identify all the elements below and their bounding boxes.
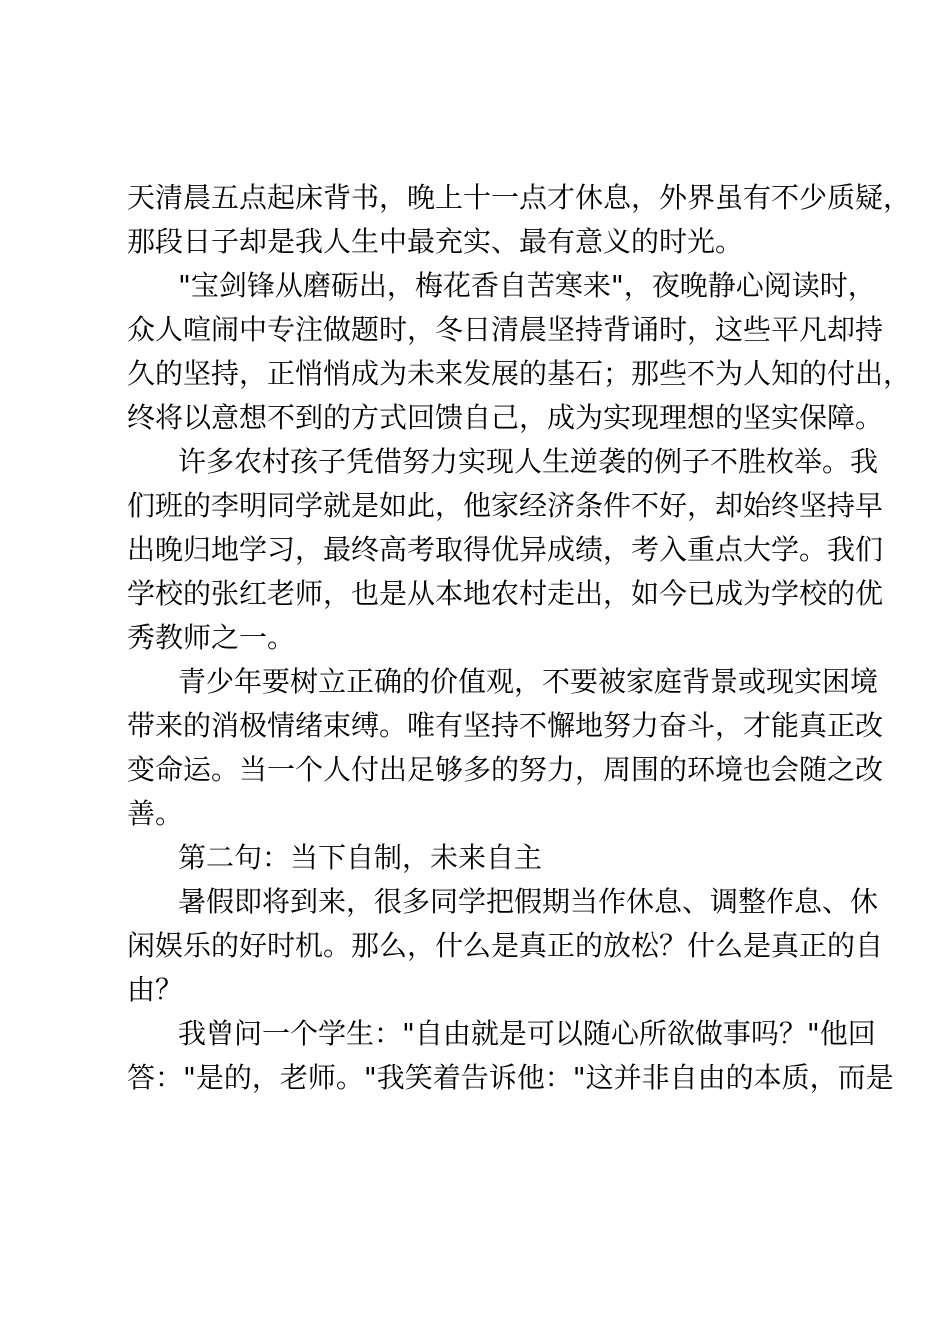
text-line: 学校的张红老师，也是从本地农村走出，如今已成为学校的优 xyxy=(127,577,884,610)
text-line: 天清晨五点起床背书，晚上十一点才休息，外界虽有不少质疑， xyxy=(127,181,912,214)
paragraph-first-line: 许多农村孩子凭借努力实现人生逆袭的例子不胜枚举。我 xyxy=(178,445,879,478)
paragraph-first-line: 暑假即将到来，很多同学把假期当作休息、调整作息、休 xyxy=(178,885,879,918)
paragraph-first-line: "宝剑锋从磨砺出，梅花香自苦寒来"，夜晚静心阅读时， xyxy=(178,269,876,302)
text-line: 闲娱乐的好时机。那么，什么是真正的放松？什么是真正的自 xyxy=(127,929,884,962)
text-line: 秀教师之一。 xyxy=(127,621,296,654)
text-line: 们班的李明同学就是如此，他家经济条件不好，却始终坚持早 xyxy=(127,489,884,522)
text-line: 出晚归地学习，最终高考取得优异成绩，考入重点大学。我们 xyxy=(127,533,884,566)
section-heading: 第二句：当下自制，未来自主 xyxy=(178,841,543,874)
text-line: 答："是的，老师。"我笑着告诉他："这并非自由的本质，而是 xyxy=(127,1061,894,1094)
paragraph-first-line: 青少年要树立正确的价值观，不要被家庭背景或现实困境 xyxy=(178,665,879,698)
text-line: 变命运。当一个人付出足够多的努力，周围的环境也会随之改 xyxy=(127,753,884,786)
text-line: 带来的消极情绪束缚。唯有坚持不懈地努力奋斗，才能真正改 xyxy=(127,709,884,742)
text-line: 久的坚持，正悄悄成为未来发展的基石；那些不为人知的付出， xyxy=(127,357,912,390)
paragraph-first-line: 我曾问一个学生："自由就是可以随心所欲做事吗？"他回 xyxy=(178,1017,876,1050)
text-line: 那段日子却是我人生中最充实、最有意义的时光。 xyxy=(127,225,744,258)
text-line: 终将以意想不到的方式回馈自己，成为实现理想的坚实保障。 xyxy=(127,401,884,434)
text-line: 众人喧闹中专注做题时，冬日清晨坚持背诵时，这些平凡却持 xyxy=(127,313,884,346)
text-line: 善。 xyxy=(127,797,184,830)
text-line: 由？ xyxy=(127,973,184,1006)
